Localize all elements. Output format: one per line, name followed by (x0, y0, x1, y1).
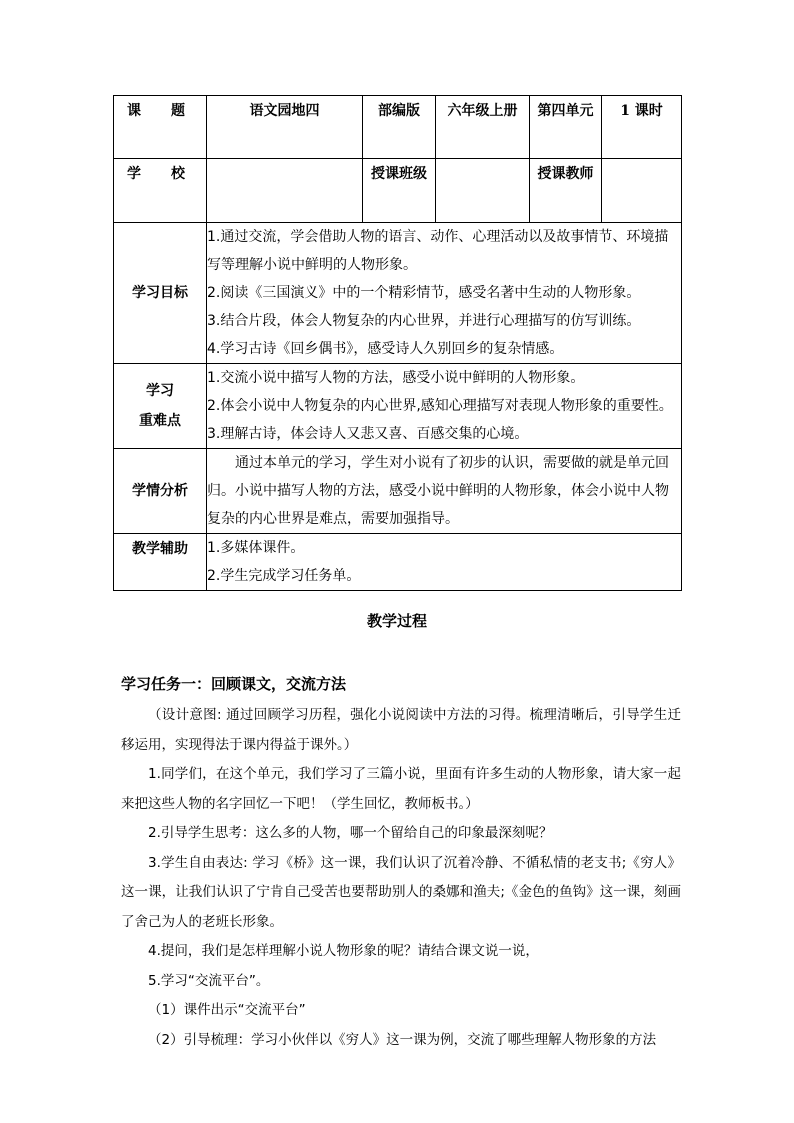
edition: 部编版 (363, 96, 436, 159)
row-school (114, 159, 682, 223)
course-title: 语文园地四 (207, 96, 363, 159)
goal-item: 1.通过交流，学会借助人物的语言、动作、心理活动以及故事情节、环境描写等理解小说中鲜明的人物形象。 (207, 229, 669, 273)
analysis-content (207, 449, 682, 534)
task1-paragraph: 4.提问，我们是怎样理解小说人物形象的呢？请结合课文说一说， (148, 943, 539, 959)
aids-label: 教学辅助 (114, 534, 207, 591)
grade: 六年级上册 (436, 96, 530, 159)
row-analysis (114, 449, 682, 534)
teacher-value (602, 159, 682, 223)
key-point-item: 3.理解古诗，体会诗人又悲又喜、百感交集的心境。 (207, 426, 529, 442)
analysis-text: 通过本单元的学习，学生对小说有了初步的认识，需要做的就是单元回归。小说中描写人物的方法，感受小说中鲜明的人物形象，体会小说中人物复杂的内心世界是难点，需要加强指导。 (207, 455, 669, 527)
class-label: 授课班级 (363, 159, 436, 223)
task1-title: 学习任务一：回顾课文，交流方法 (121, 675, 347, 693)
teacher-label: 授课教师 (530, 159, 602, 223)
aids-content (207, 534, 682, 591)
key-points-content (207, 364, 682, 449)
task1-paragraph: （1）课件出示“交流平台” (148, 1002, 306, 1018)
goals-label: 学习目标 (114, 223, 207, 364)
goal-item: 4.学习古诗《回乡偶书》，感受诗人久别回乡的复杂情感。 (207, 341, 564, 357)
school-label: 学 校 (114, 159, 207, 223)
task1-paragraph: （2）引导梳理：学习小伙伴以《穷人》这一课为例，交流了哪些理解人物形象的方法 (148, 1031, 657, 1048)
row-course (114, 96, 682, 159)
class-value (436, 159, 530, 223)
unit: 第四单元 (530, 96, 602, 159)
task1-body (121, 701, 681, 1055)
task1-paragraph: 5.学习“交流平台”。 (148, 972, 270, 989)
lesson-info-table (113, 95, 682, 591)
key-point-item: 2.体会小说中人物复杂的内心世界,感知心理描写对表现人物形象的重要性。 (207, 398, 673, 414)
task1-paragraph: 3.学生自由表达: 学习《桥》这一课，我们认识了沉着冷静、不循私情的老支书;《穷人》这一课，让我们认识了宁肯自己受苦也要帮助别人的桑娜和渔夫;《金色的鱼钩》这一课，刻画了舍己为人的老班长形象。 (121, 854, 681, 930)
key-points-label (114, 364, 207, 449)
process-title: 教学过程 (366, 612, 427, 630)
goals-content (207, 223, 682, 364)
goal-item: 2.阅读《三国演义》中的一个精彩情节，感受名著中生动的人物形象。 (207, 285, 641, 301)
school-value (207, 159, 363, 223)
lesson-hours: 1 课时 (602, 96, 682, 159)
course-label: 课 题 (114, 96, 207, 159)
row-key-points (114, 364, 682, 449)
aid-item: 1.多媒体课件。 (207, 540, 305, 556)
key-point-item: 1.交流小说中描写人物的方法，感受小说中鲜明的人物形象。 (207, 370, 585, 386)
goal-item: 3.结合片段，体会人物复杂的内心世界，并进行心理描写的仿写训练。 (207, 313, 641, 329)
task1-paragraph: 1.同学们，在这个单元，我们学习了三篇小说，里面有许多生动的人物形象，请大家一起来把这些人物的名字回忆一下吧！（学生回忆，教师板书。） (121, 766, 681, 812)
row-goals (114, 223, 682, 364)
row-aids (114, 534, 682, 591)
analysis-label: 学情分析 (114, 449, 207, 534)
aid-item: 2.学生完成学习任务单。 (207, 568, 361, 584)
key-points-label-line2: 重难点 (139, 413, 181, 429)
task1-paragraph: 2.引导学生思考：这么多的人物，哪一个留给自己的印象最深刻呢？ (148, 825, 553, 841)
task1-paragraph: （设计意图: 通过回顾学习历程，强化小说阅读中方法的习得。梳理清晰后，引导学生迁移运用，实现得法于课内得益于课外。） (121, 707, 681, 753)
key-points-label-line1: 学习 (146, 383, 174, 399)
